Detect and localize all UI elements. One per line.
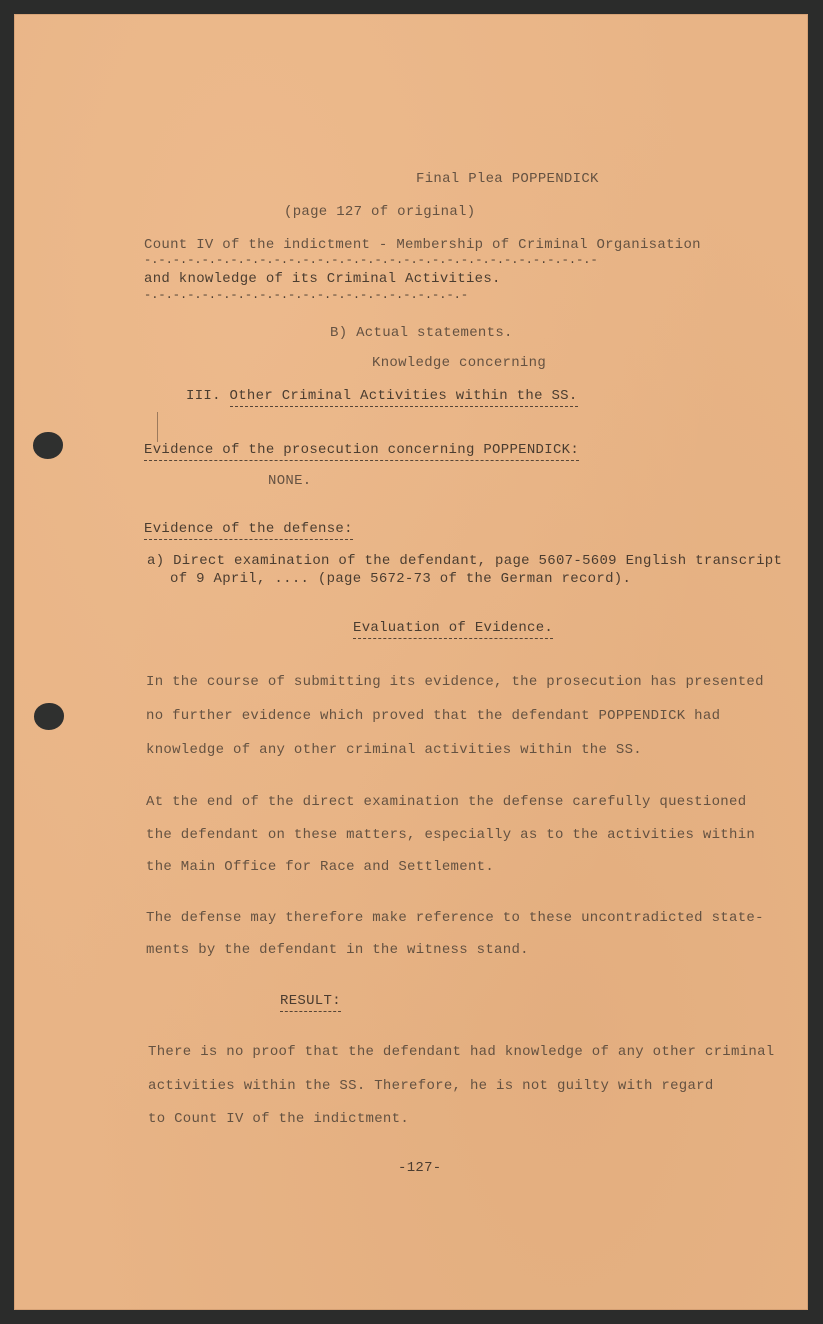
evaluation-heading: [353, 620, 553, 636]
knowledge-concerning: Knowledge concerning: [372, 355, 547, 371]
count-heading-line1: Count IV of the indictment - Membership of Criminal Organisation: [144, 237, 701, 253]
paragraph-2-line-3: the Main Office for Race and Settlement.: [146, 859, 495, 875]
defense-item-a-line2: of 9 April, .... (page 5672-73 of the German record).: [170, 571, 632, 587]
page-of-original: (page 127 of original): [284, 204, 476, 220]
evaluation-heading-text: Evaluation of Evidence.: [353, 620, 553, 639]
dash-rule-2: -.-.-.-.-.-.-.-.-.-.-.-.-.-.-.-.-.-.-.-.-.-.-: [144, 288, 469, 302]
prosecution-heading: [144, 442, 579, 458]
dash-rule-1: -.-.-.-.-.-.-.-.-.-.-.-.-.-.-.-.-.-.-.-.-.-.-.-.-.-.-.-.-.-.-.-: [144, 253, 598, 267]
result-heading-text: RESULT:: [280, 993, 341, 1012]
prosecution-heading-text: Evidence of the prosecution concerning POPPENDICK:: [144, 442, 579, 461]
section-b-heading: B) Actual statements.: [330, 325, 513, 341]
section-iii-heading: [186, 388, 578, 404]
pencil-mark: [157, 412, 158, 442]
paragraph-3-line-2: ments by the defendant in the witness stand.: [146, 942, 529, 958]
header-title: Final Plea POPPENDICK: [416, 171, 599, 187]
result-line-1: There is no proof that the defendant had knowledge of any other criminal: [148, 1044, 775, 1060]
paragraph-1-line-2: no further evidence which proved that the defendant POPPENDICK had: [146, 708, 721, 724]
section-iii-title: Other Criminal Activities within the SS.: [230, 388, 578, 407]
defense-item-a-line1: a) Direct examination of the defendant, page 5607-5609 English transcript: [147, 553, 783, 569]
result-heading: [280, 993, 341, 1009]
prosecution-value: NONE.: [268, 473, 312, 489]
defense-heading-text: Evidence of the defense:: [144, 521, 353, 540]
count-heading-line2: and knowledge of its Criminal Activities.: [144, 271, 501, 287]
page-number: -127-: [398, 1160, 442, 1176]
result-line-3: to Count IV of the indictment.: [148, 1111, 410, 1127]
paragraph-1-line-1: In the course of submitting its evidence, the prosecution has presented: [146, 674, 764, 690]
punch-hole-bottom: [34, 703, 64, 730]
document-page: [14, 14, 808, 1310]
punch-hole-top: [33, 432, 63, 459]
paragraph-3-line-1: The defense may therefore make reference to these uncontradicted state-: [146, 910, 764, 926]
defense-heading: [144, 521, 353, 537]
section-iii-number: III.: [186, 388, 221, 404]
paragraph-2-line-2: the defendant on these matters, especially as to the activities within: [146, 827, 756, 843]
result-line-2: activities within the SS. Therefore, he is not guilty with regard: [148, 1078, 714, 1094]
paragraph-2-line-1: At the end of the direct examination the defense carefully questioned: [146, 794, 747, 810]
paragraph-1-line-3: knowledge of any other criminal activities within the SS.: [146, 742, 642, 758]
